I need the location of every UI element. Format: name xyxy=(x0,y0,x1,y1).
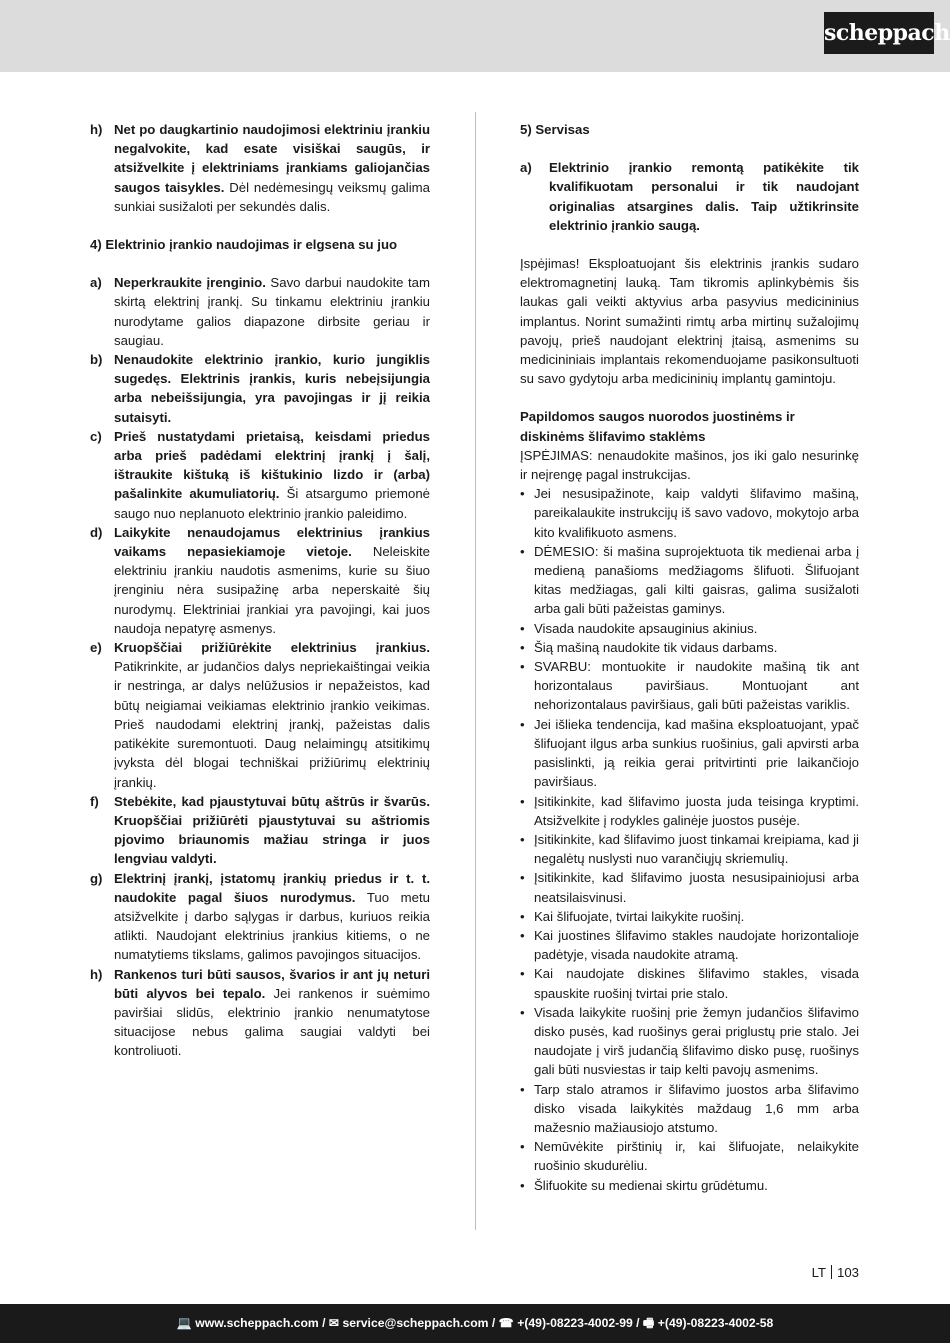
item-label: h) xyxy=(90,966,103,982)
sander-safety-bullet xyxy=(520,868,859,906)
bullet-marker: • xyxy=(520,1177,525,1193)
sander-safety-bullet xyxy=(520,638,859,657)
bullet-text: Šlifuokite su medienai skirtu grūdėtumu. xyxy=(534,1177,768,1193)
bullet-text: Šią mašiną naudokite tik vidaus darbams. xyxy=(534,639,778,655)
safety-item-h-general xyxy=(90,120,430,216)
item-text: Dėl nedėmesingų veiksmų galima sunkiai susižaloti per sekundės dalis. xyxy=(114,179,430,214)
item-label: e) xyxy=(90,640,102,656)
item-text: Tuo metu atsižvelkite į darbo sąlygas ir darbus, kuriuos reikia atlikti. Naudojant elektrinius įrankius kitiems, o ne numatytiems tikslams, galimos pavojingos situacijos. xyxy=(114,889,430,963)
sander-safety-bullet xyxy=(520,792,859,830)
bullet-text: Kai naudojate diskines šlifavimo stakles, visada spauskite ruošinį tvirtai prie stalo. xyxy=(534,966,859,1001)
item-label: d) xyxy=(90,524,103,540)
column-divider xyxy=(475,112,476,1230)
item-bold-text: Net po daugkartinio naudojimosi elektriniu įrankiu negalvokite, kad esate visiškai saugūs, ir atsižvelkite į elektriniams įrankiams galiojančias saugos taisykles. xyxy=(114,122,430,195)
right-column xyxy=(520,120,859,1195)
item-label: a) xyxy=(520,160,532,176)
sander-safety-list xyxy=(520,484,859,1195)
footer-contact-text: 💻 www.scheppach.com / ✉ service@scheppach.com / ☎ +(49)-08223-4002-99 / 🖷 +(49)-08223-4002-58 xyxy=(176,1316,774,1330)
sander-safety-title: Papildomos saugos nuorodos juostinėms ir diskinėms šlifavimo staklėms xyxy=(520,409,795,444)
section-5-item-a xyxy=(520,158,859,235)
section-4-item-b xyxy=(90,350,430,427)
sander-safety-bullet xyxy=(520,926,859,964)
section-5-title: 5) Servisas xyxy=(520,122,590,137)
item-bold-text: Stebėkite, kad pjaustytuvai būtų aštrūs ir švarūs. Kruopščiai prižiūrėti pjaustytuvai su aštriomis pjovimo briaunomis mažiau stringa ir juos lengviau valdyti. xyxy=(114,793,430,867)
bullet-marker: • xyxy=(520,543,525,559)
item-bold-text: Rankenos turi būti sausos, švarios ir ant jų neturi būti alyvos bei tepalo. xyxy=(114,966,430,1001)
sander-warning-intro: ĮSPĖJIMAS: nenaudokite mašinos, jos iki galo nesurinkę ir neįrengę pagal instrukcijas. xyxy=(520,447,859,483)
item-text: Neleiskite elektriniu įrankiu naudotis asmenims, kurie su šiuo įrenginiu nėra susipažinę arba neperskaitė šių nurodymų. Elektriniai įrankiai yra pavojingi, kai juos naudoja nepatyrę asmenys. xyxy=(114,544,430,636)
page-separator xyxy=(831,1265,832,1279)
item-text: Ši atsargumo priemonė saugo nuo neplanuoto elektrinio įrankio paleidimo. xyxy=(114,486,430,521)
bullet-text: Kai šlifuojate, tvirtai laikykite ruošinį. xyxy=(534,908,745,924)
item-bold-text: Prieš nustatydami prietaisą, keisdami priedus arba prieš padėdami elektrinį įrankį į šalį, ištraukite kištuką iš kištukinio lizdo ir (arba) pašalinkite akumuliatorių. xyxy=(114,428,430,502)
item-label: b) xyxy=(90,352,103,368)
sander-safety-bullet xyxy=(520,657,859,715)
bullet-text: Visada naudokite apsauginius akinius. xyxy=(534,620,758,636)
scheppach-logo: scheppach xyxy=(824,12,934,54)
section-4-item-h xyxy=(90,965,430,1061)
sander-safety-bullet xyxy=(520,542,859,619)
language-code: LT xyxy=(811,1265,826,1280)
sander-safety-bullet xyxy=(520,1003,859,1080)
bullet-text: Jei išlieka tendencija, kad mašina eksploatuojant, ypač šlifuojant ilgus arba sunkius ruošinius, gali apvirsti arba pasislinkti, ją reikia gerai pritvirtinti prie laikančiojo paviršiaus. xyxy=(534,716,859,790)
sander-safety-bullet xyxy=(520,619,859,638)
bullet-marker: • xyxy=(520,793,525,809)
bullet-marker: • xyxy=(520,486,525,502)
item-label: h) xyxy=(90,122,103,137)
bullet-marker: • xyxy=(520,927,525,943)
bullet-marker: • xyxy=(520,1004,525,1020)
section-4-item-e xyxy=(90,638,430,792)
bullet-text: Tarp stalo atramos ir šlifavimo juostos arba šlifavimo disko visada laikykitės maždaug 1,6 mm arba mažesnio mažiausiojo atstumo. xyxy=(534,1081,859,1135)
bullet-text: Įsitikinkite, kad šlifavimo juosta juda teisinga kryptimi. Atsižvelkite į rodykles galinėje juostos pusėje. xyxy=(534,793,859,828)
bullet-marker: • xyxy=(520,1139,525,1155)
sander-safety-bullet xyxy=(520,484,859,542)
bullet-marker: • xyxy=(520,870,525,886)
item-bold-text: Laikykite nenaudojamus elektrinius įrankius vaikams nepasiekiamoje vietoje. xyxy=(114,524,430,560)
sander-safety-bullet xyxy=(520,964,859,1002)
sander-safety-bullet xyxy=(520,1137,859,1175)
emf-warning-paragraph: Įspėjimas! Eksploatuojant šis elektrinis įrankis sudaro elektromagnetinį lauką. Tam tikromis aplinkybėmis šis laukas gali veikti aktyvius arba pasyvius medicininius implantus. Norint sumažinti rimtų arba mirtinų sužalojimų pavojų, prieš naudojant elektrinį įtaisą, asmenims su medicininiais implantais rekomenduojame pasikonsultuoti su savo gydytoju arba medicininių implantų gamintoju. xyxy=(520,256,859,387)
item-text: Jei rankenos ir suėmimo paviršiai slidūs, elektrinio įrankio nenumatytose situacijose nebus galima saugiai valdyti bei kontroliuoti. xyxy=(114,985,430,1059)
item-bold-text: Elektrinį įrankį, įstatomų įrankių priedus ir t. t. naudokite pagal šiuos nurodymus. xyxy=(114,870,430,905)
bullet-marker: • xyxy=(520,1081,525,1097)
bullet-text: Visada laikykite ruošinį prie žemyn judančios šlifavimo disko pusės, kad ruošinys gerai priglustų prie stalo. Jei naudojate į virš judančią šlifavimo disko pusę, ruošinys gali būti nusviestas ir taip kelti pavojų asmenims. xyxy=(534,1004,859,1078)
section-4-item-d xyxy=(90,523,430,638)
bullet-marker: • xyxy=(520,966,525,982)
item-bold-text: Elektrinio įrankio remontą patikėkite tik kvalifikuotam personalui ir tik naudojant originalias atsargines dalis. Taip užtikrinsite elektrinio įrankio saugą. xyxy=(549,160,859,233)
bullet-marker: • xyxy=(520,620,525,636)
section-4-item-a xyxy=(90,273,430,350)
bullet-marker: • xyxy=(520,639,525,655)
item-label: c) xyxy=(90,428,102,444)
item-bold-text: Kruopščiai prižiūrėkite elektrinius įrankius. xyxy=(114,640,430,656)
header-bar xyxy=(0,0,950,72)
page-number xyxy=(812,1265,859,1280)
item-bold-text: Nenaudokite elektrinio įrankio, kurio jungiklis sugedęs. Elektrinis įrankis, kuris nebeįsijungia arba nebeišsijungia, yra pavojingas ir jį reikia sutaisyti. xyxy=(114,352,430,425)
sander-safety-bullet xyxy=(520,715,859,792)
item-bold-text: Neperkraukite įrenginio. xyxy=(114,275,266,291)
bullet-text: DĖMESIO: ši mašina suprojektuota tik medienai arba į medieną panašioms medžiagoms šlifuoti. Šlifuojant kitas medžiagas, gali kilti gaisras, galima susižaloti arba gali būti pažeistas gaminys. xyxy=(534,543,859,617)
sander-safety-bullet xyxy=(520,830,859,868)
footer-bar xyxy=(0,1304,950,1343)
page-number-value: 103 xyxy=(836,1265,859,1280)
section-4-title: 4) Elektrinio įrankio naudojimas ir elgsena su juo xyxy=(90,237,398,253)
left-column xyxy=(90,120,430,1061)
bullet-marker: • xyxy=(520,716,525,732)
item-label: a) xyxy=(90,275,102,291)
bullet-text: Įsitikinkite, kad šlifavimo juost tinkamai kreipiama, kad ji negalėtų nuslysti nuo varančiųjų skriemulių. xyxy=(534,831,859,867)
bullet-text: Nemūvėkite pirštinių ir, kai šlifuojate, nelaikykite ruošinio skudurėliu. xyxy=(534,1139,859,1174)
bullet-marker: • xyxy=(520,659,525,675)
section-4-item-g xyxy=(90,869,430,965)
bullet-text: Įsitikinkite, kad šlifavimo juosta nesusipainiojusi arba neatsilaisvinusi. xyxy=(534,870,859,905)
bullet-marker: • xyxy=(520,908,525,924)
item-label: g) xyxy=(90,870,103,886)
section-4-item-c xyxy=(90,427,430,523)
sander-safety-bullet xyxy=(520,1176,859,1195)
bullet-text: SVARBU: montuokite ir naudokite mašiną tik ant horizontalaus paviršiaus. Montuojant ant nehorizontalaus paviršiaus, gali būti pažeistas variklis. xyxy=(534,659,859,713)
item-text: Savo darbui naudokite tam skirtą elektrinį įrankį. Su tinkamu elektriniu įrankiu nurodytame galios diapazone dirbsite geriau ir saugiau. xyxy=(114,275,430,348)
item-text: Patikrinkite, ar judančios dalys nepriekaištingai veikia ir nestringa, ar dalys nelūžusios ir nepažeistos, kad būtų neigiamai veikiamas elektrinio įrankio veikimas. Prieš naudodami elektrinį įrankį, pažeistas dalis patikėkite suremontuoti. Daug nelaimingų atsitikimų įvyksta dėl blogai techniškai prižiūrimų elektrinių įrankių. xyxy=(114,659,430,790)
bullet-text: Jei nesusipažinote, kaip valdyti šlifavimo mašiną, pareikalaukite instrukcijų iš savo vadovo, mokytojo arba kito kvalifikuoto asmens. xyxy=(534,486,859,540)
sander-safety-bullet xyxy=(520,1080,859,1138)
bullet-text: Kai juostines šlifavimo stakles naudojate horizontalioje padėtyje, visada naudokite atramą. xyxy=(534,927,859,963)
sander-safety-bullet xyxy=(520,907,859,926)
bullet-marker: • xyxy=(520,831,525,847)
section-4-item-f xyxy=(90,792,430,869)
item-label: f) xyxy=(90,793,99,809)
